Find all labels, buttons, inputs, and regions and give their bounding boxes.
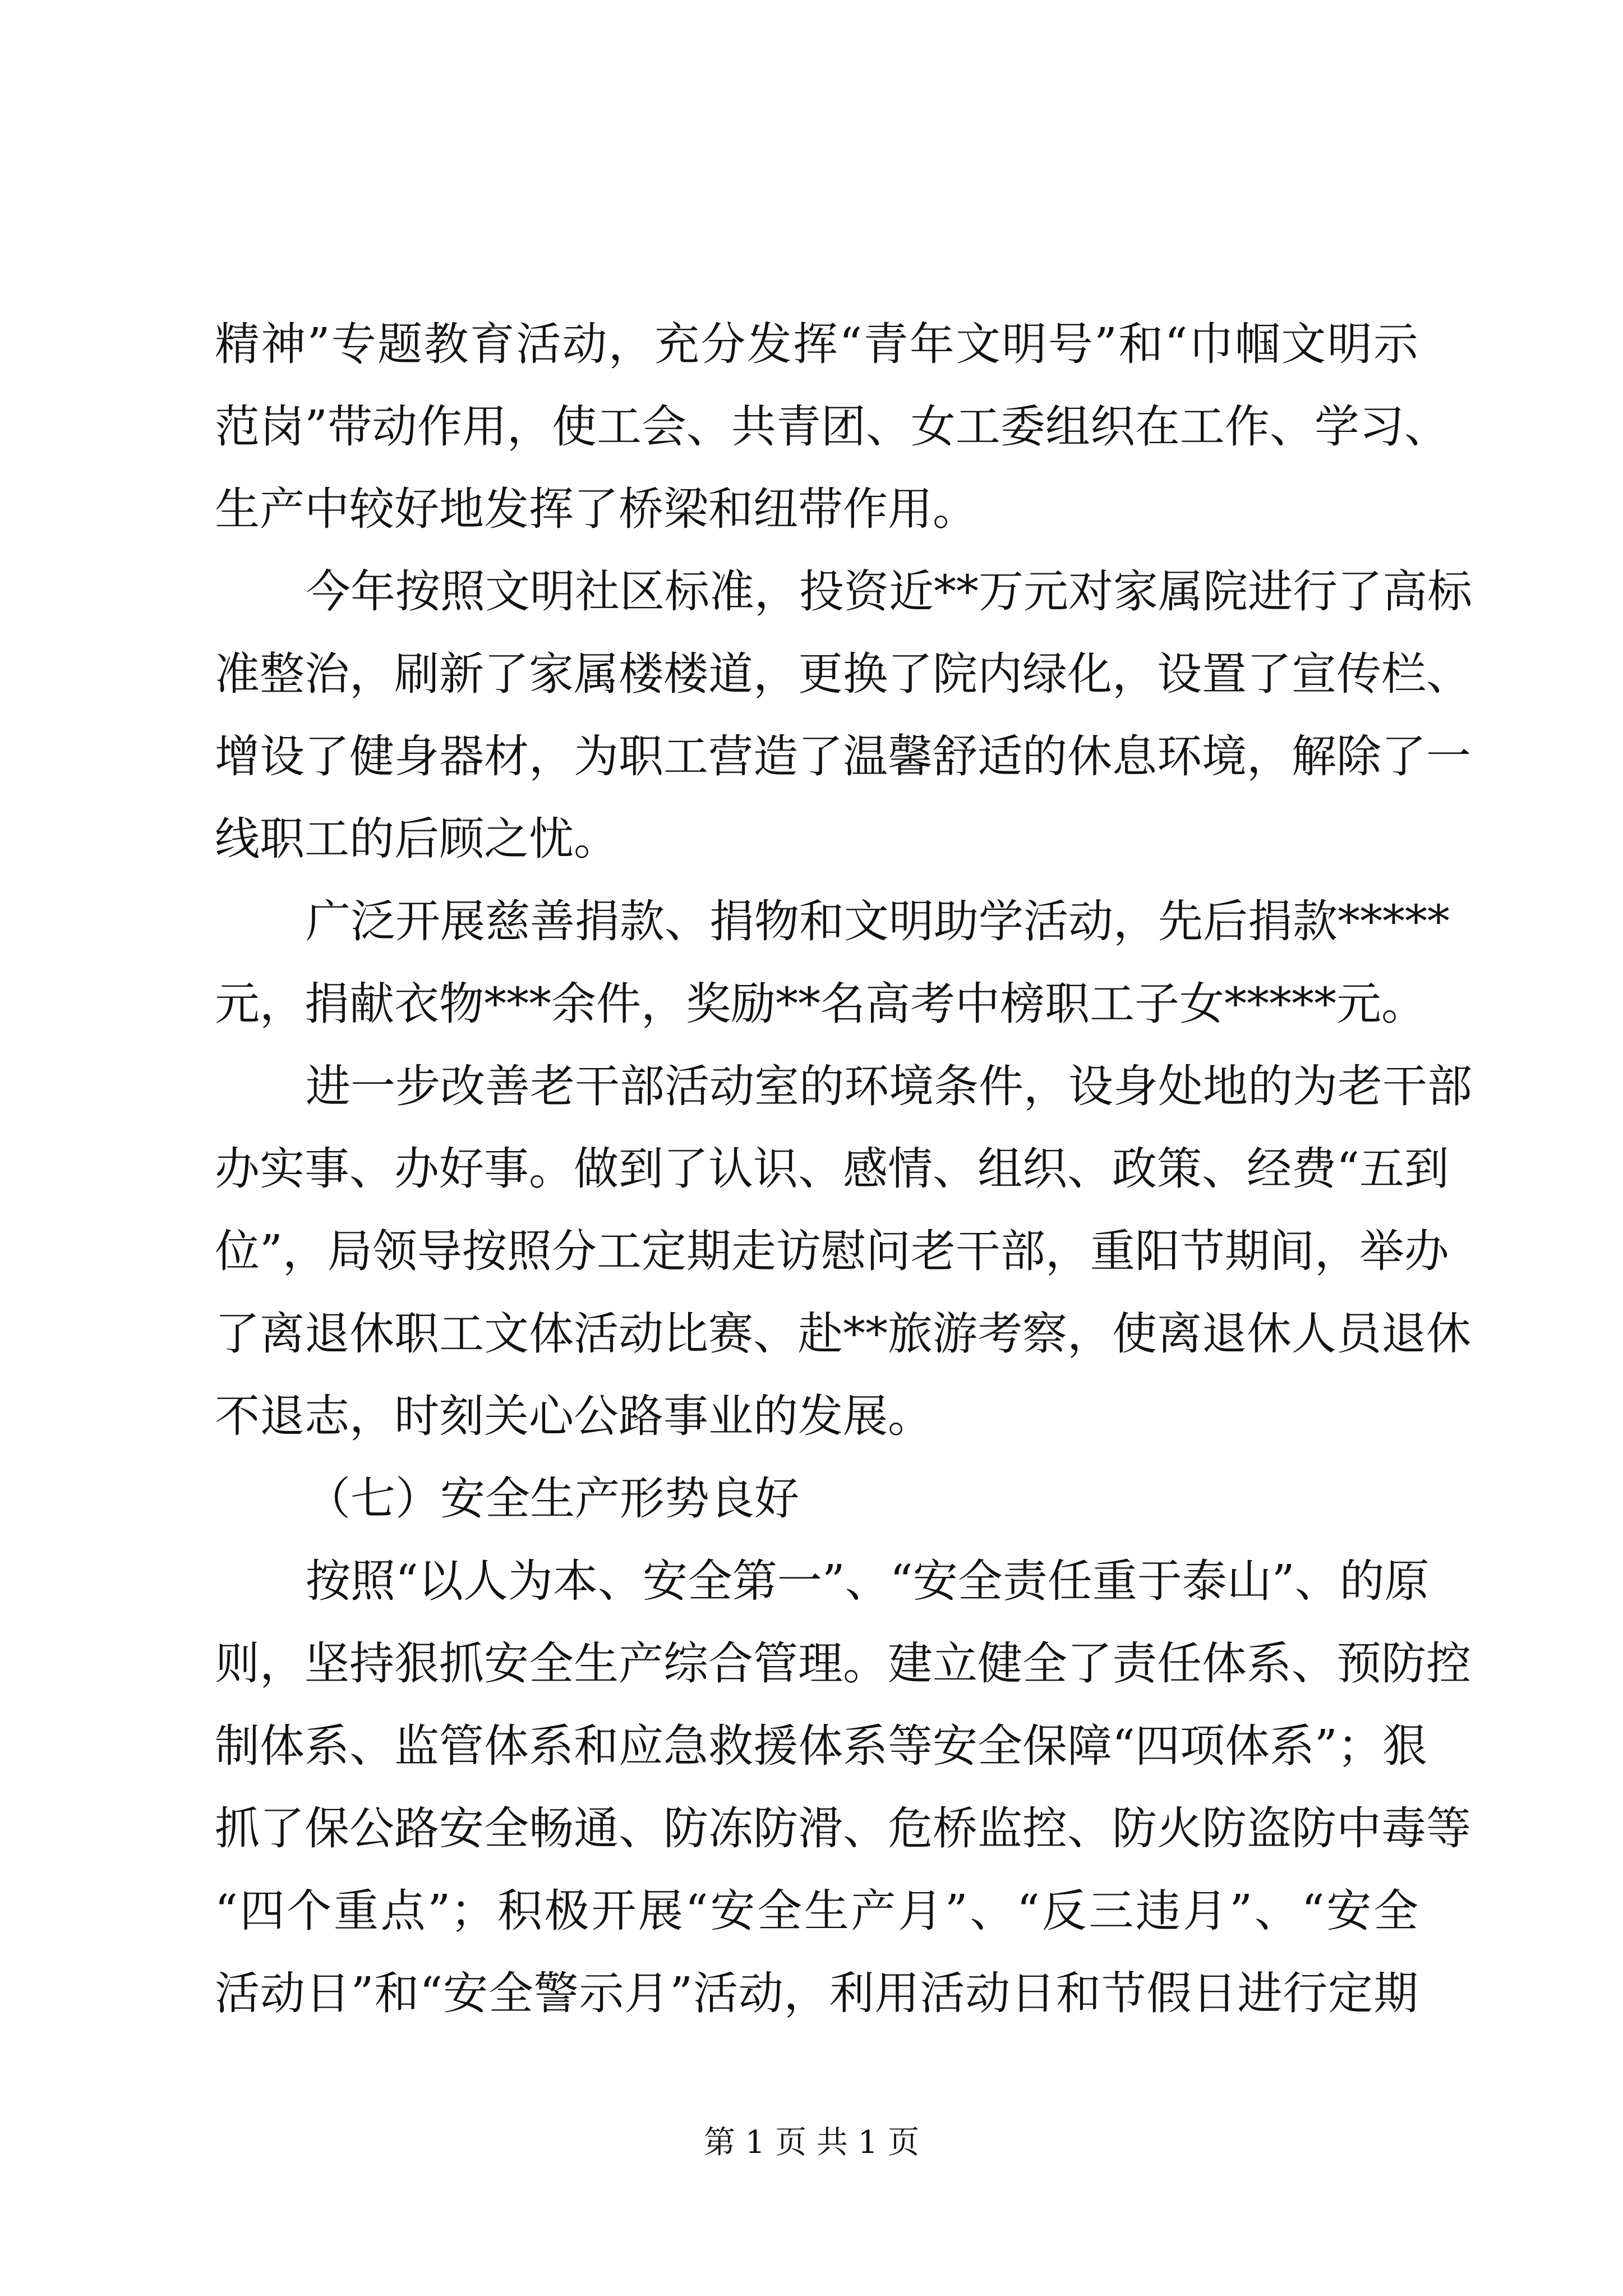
text-line: 则，坚持狠抓安全生产综合管理。建立健全了责任体系、预防控 xyxy=(215,1637,1471,1690)
section-heading-7 xyxy=(215,1457,1418,1540)
text-line: 线职工的后顾之忧。 xyxy=(215,813,619,865)
text-line: 进一步改善老干部活动室的环境条件，设身处地的为老干部 xyxy=(306,1060,1472,1112)
paragraph-p4 xyxy=(215,1045,1472,1457)
text-line: 广泛开展慈善捐款、捐物和文明助学活动，先后捐款***** xyxy=(306,895,1450,947)
text-line: 准整治，刷新了家属楼楼道，更换了院内绿化，设置了宣传栏、 xyxy=(215,648,1471,700)
text-line: 抓了保公路安全畅通、防冻防滑、危桥监控、防火防盗防中毒等 xyxy=(215,1802,1471,1855)
text-line: 范岗”带动作用，使工会、共青团、女工委组织在工作、学习、 xyxy=(215,401,1449,453)
text-line: 今年按照文明社区标准，投资近**万元对家属院进行了高标 xyxy=(306,565,1472,618)
paragraph-p3 xyxy=(215,880,1450,1045)
text-line: 位”，局领导按照分工定期走访慰问老干部，重阳节期间，举办 xyxy=(215,1225,1449,1277)
text-line: 精神”专题教育活动，充分发挥“青年文明号”和“巾帼文明示 xyxy=(215,318,1418,370)
text-line: 办实事、办好事。做到了认识、感情、组织、政策、经费“五到 xyxy=(215,1143,1449,1195)
paragraph-p2 xyxy=(215,550,1472,880)
text-line: 增设了健身器材，为职工营造了温馨舒适的休息环境，解除了一 xyxy=(215,730,1471,783)
text-line: 活动日”和“安全警示月”活动，利用活动日和节假日进行定期 xyxy=(215,1967,1418,2019)
page-number-footer: 第 1 页 共 1 页 xyxy=(703,2124,920,2161)
paragraph-p1 xyxy=(215,303,1449,550)
text-line: 元，捐献衣物***余件，奖励**名高考中榜职工子女*****元。 xyxy=(215,978,1426,1030)
text-line: 不退志，时刻关心公路事业的发展。 xyxy=(215,1390,933,1442)
paragraph-p5 xyxy=(215,1540,1471,2035)
text-line: 生产中较好地发挥了桥梁和纽带作用。 xyxy=(215,483,978,535)
text-line: “四个重点”；积极开展“安全生产月”、“反三违月”、“安全 xyxy=(215,1885,1418,1937)
section-heading: （七）安全生产形势良好 xyxy=(306,1473,799,1525)
text-line: 按照“以人为本、安全第一”、“安全责任重于泰山”、的原 xyxy=(306,1555,1430,1607)
text-line: 了离退休职工文体活动比赛、赴**旅游考察，使离退休人员退休 xyxy=(215,1308,1471,1360)
document-body xyxy=(215,303,1472,2035)
text-line: 制体系、监管体系和应急救援体系等安全保障“四项体系”；狠 xyxy=(215,1720,1427,1772)
